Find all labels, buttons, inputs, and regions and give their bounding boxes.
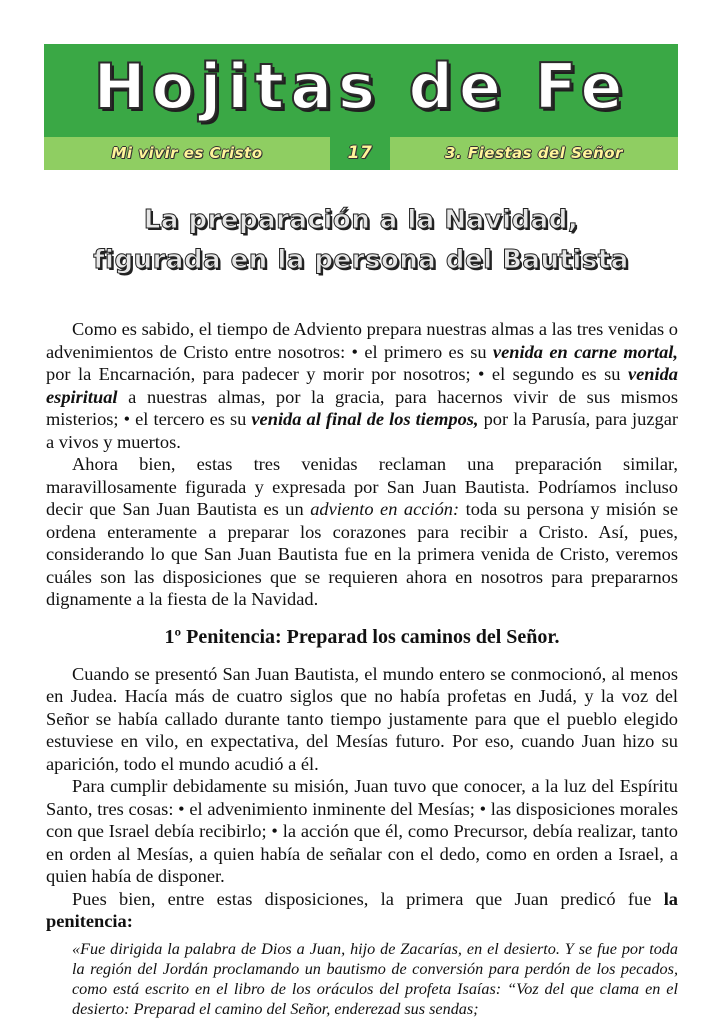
emphasis-venida-espiritual: venida espiritual [46,364,678,407]
header-strip [44,137,678,170]
emphasis-adviento-accion: adviento en acción: [310,499,460,519]
scripture-quote: «Fue dirigida la palabra de Dios a Juan, hijo de Zacarías, en el desierto. Y se fue por toda la región del Jordán proclamando un bautismo de conversión para perdón de los pecados, como está escrito en el libro de los oráculos del profeta Isaías: “Voz del que clama en el desierto: Preparad el camino del Señor, enderezad sus sendas; [72,939,678,1018]
paragraph-4: Para cumplir debidamente su misión, Juan tuvo que conocer, a la luz del Espíritu Santo, tres cosas: • el advenimiento inminente del Mesías; • las disposiciones morales con que Israel debía recibirlo; • la acción que él, como Precursor, debía realizar, tanto en orden al Mesías, a quien había de señalar con el dedo, como en orden a Israel, a quien había de disponer. [46,776,678,886]
paragraph-2-text-b: toda su persona y misión se ordena enteramente a preparar los corazones para recibir a Cristo. Así, pues, considerando lo que San Juan Bautista fue en la primera venida de Cristo, veremos cuáles son las disposiciones que se requieren ahora en nosotros para prepararnos dignamente a la fiesta de la Navidad. [46,499,678,609]
paragraph-1-text-a: Como es sabido, el tiempo de Adviento prepara nuestras almas a las tres venidas o advenimientos de Cristo entre nosotros: • el primero es su [46,319,678,362]
article-title [44,200,678,280]
paragraph-1-text-b: por la Encarnación, para padecer y morir por nosotros; • el segundo es su [46,364,628,384]
article-body [46,318,678,1019]
article-title-line-2: figurada en la persona del Bautista [93,245,629,275]
paragraph-1-text-d: por la Parusía, para juzgar a vivos y muertos. [46,409,679,452]
paragraph-5-text: Pues bien, entre estas disposiciones, la primera que Juan predicó fue [72,888,664,909]
paragraph-5 [46,888,678,933]
emphasis-venida-carne: venida en carne mortal, [492,341,679,362]
issue-number: 17 [330,137,390,170]
paragraph-3: Cuando se presentó San Juan Bautista, el mundo entero se conmocionó, al menos en Judea. Hacía más de cuatro siglos que no había profetas en Judá, y la voz del Señor se había callado durante tanto tiempo justamente para que el pueblo elegido estuviese en vilo, en expectativa, del Mesías futuro. Por eso, cuando Juan hizo su aparición, todo el mundo acudió a él. [46,663,678,774]
paragraph-1-text-c: a nuestras almas, por la gracia, para hacernos vivir de sus mismos misterios; • el tercero es su [46,386,678,429]
publication-title: Hojitas de Fe [93,50,629,123]
header-banner [44,44,678,170]
series-label: Mi vivir es Cristo [111,144,263,162]
section-label: 3. Fiestas del Señor [445,144,623,162]
emphasis-penitencia: la penitencia: [46,888,678,931]
emphasis-venida-final: venida al final de los tiempos, [251,409,479,429]
paragraph-1 [46,318,678,453]
paragraph-2-text-a: Ahora bien, estas tres venidas reclaman una preparación similar, maravillosamente figurada y expresada por San Juan Bautista. Podríamos incluso decir que San Juan Bautista es un [46,454,678,519]
article-title-line-1: La preparación a la Navidad, [143,205,579,235]
paragraph-2 [46,453,678,611]
section-heading-1: 1º Penitencia: Preparad los caminos del Señor. [164,625,560,648]
